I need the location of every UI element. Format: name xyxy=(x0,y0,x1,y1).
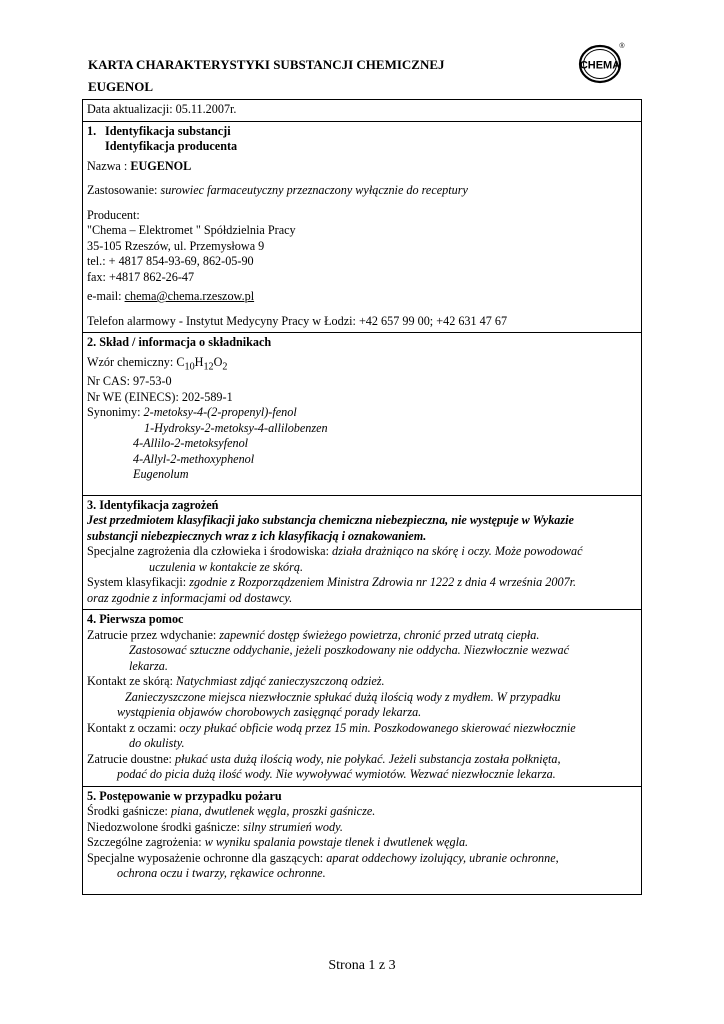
synonym-line-1: Synonimy: 2-metoksy-4-(2-propenyl)-fenol xyxy=(87,405,297,420)
section-1-title: 1. Identyfikacja substancji xyxy=(87,123,231,138)
email-line: e-mail: chema@chema.rzeszow.pl xyxy=(87,289,255,303)
protective-equipment-cont: ochrona oczu i twarzy, rękawice ochronne. xyxy=(117,866,326,881)
section-4-title: 4. Pierwsza pomoc xyxy=(87,612,184,627)
special-fire-hazards-line: Szczególne zagrożenia: w wyniku spalania powstaje tlenek i dwutlenek węgla. xyxy=(87,835,469,850)
section-1-subtitle: Identyfikacja producenta xyxy=(105,139,238,153)
forbidden-agents-line: Niedozwolone środki gaśnicze: silny strumień wody. xyxy=(87,819,343,834)
name-line: Nazwa : EUGENOL xyxy=(87,158,192,173)
inhalation-line: Zatrucie przez wdychanie: zapewnić dostęp świeżego powietrza, chronić przed utratą ciepła. xyxy=(87,627,540,642)
protective-equipment-line: Specjalne wyposażenie ochronne dla gaszących: aparat oddechowy izolujący, ubranie ochronne, xyxy=(87,850,559,865)
producer-name: "Chema – Elektromet " Spółdzielnia Pracy xyxy=(87,223,296,237)
skin-contact-cont-1: Zanieczyszczone miejsca niezwłocznie spłukać dużą ilością wody z mydłem. W przypadku xyxy=(125,689,561,704)
logo-text: CHEMA xyxy=(579,59,621,72)
classification-line-1: Jest przedmiotem klasyfikacji jako substancja chemiczna niebezpieczna, nie występuje w Wykazie xyxy=(87,513,574,528)
special-hazards-cont: uczulenia w kontakcie ze skórą. xyxy=(149,559,303,574)
extinguishing-agents-line: Środki gaśnicze: piana, dwutlenek węgla, proszki gaśnicze. xyxy=(87,804,376,819)
we-number: Nr WE (EINECS): 202-589-1 xyxy=(87,389,233,404)
safety-data-table xyxy=(82,99,642,895)
classification-system-line: System klasyfikacji: zgodnie z Rozporządzeniem Ministra Zdrowia nr 1222 z dnia 4 września 2007r. xyxy=(87,575,577,590)
inhalation-cont-2: lekarza. xyxy=(129,658,168,673)
section-4 xyxy=(83,610,642,787)
section-2 xyxy=(83,333,642,496)
producer-address: 35-105 Rzeszów, ul. Przemysłowa 9 xyxy=(87,238,265,253)
ingestion-line: Zatrucie doustne: płukać usta dużą ilością wody, nie połykać. Jeżeli substancja została połknięta, xyxy=(87,751,561,766)
document-title: KARTA CHARAKTERYSTYKI SUBSTANCJI CHEMICZNEJ xyxy=(88,57,445,72)
producer-fax: fax: +4817 862-26-47 xyxy=(87,269,195,284)
eye-contact-cont: do okulisty. xyxy=(129,736,185,751)
skin-contact-cont-2: wystąpienia objawów chorobowych zasięgnąć porady lekarza. xyxy=(117,705,422,720)
email-link[interactable]: chema@chema.rzeszow.pl xyxy=(124,289,255,303)
ingestion-cont: podać do picia dużą ilość wody. Nie wywoływać wymiotów. Wezwać niezwłocznie lekarza. xyxy=(117,767,556,782)
producer-phone: tel.: + 4817 854-93-69, 862-05-90 xyxy=(87,254,254,268)
section-3 xyxy=(83,495,642,610)
synonym-line-3: 4-Allilo-2-metoksyfenol xyxy=(133,436,249,451)
producer-label: Producent: xyxy=(87,207,140,222)
alarm-phone: Telefon alarmowy - Instytut Medycyny Pracy w Łodzi: +42 657 99 00; +42 631 47 67 xyxy=(87,313,508,328)
section-5 xyxy=(83,786,642,894)
page-number: Strona 1 z 3 xyxy=(328,958,396,973)
special-hazards-line: Specjalne zagrożenia dla człowieka i środowiska: działa drażniąco na skórę i oczy. Może powodować xyxy=(87,544,583,559)
section-5-title: 5. Postępowanie w przypadku pożaru xyxy=(87,788,282,803)
formula-line: Wzór chemiczny: $C_{10}H_{12}O_2$ xyxy=(87,354,228,372)
inhalation-cont-1: Zastosować sztuczne oddychanie, jeżeli poszkodowany nie oddycha. Niezwłocznie wezwać xyxy=(129,643,570,658)
update-row xyxy=(83,100,642,122)
cas-number: Nr CAS: 97-53-0 xyxy=(87,374,172,389)
update-date: Data aktualizacji: 05.11.2007r. xyxy=(87,102,237,116)
synonym-line-2: 1-Hydroksy-2-metoksy-4-allilobenzen xyxy=(144,420,328,435)
section-2-title: 2. Skład / informacja o składnikach xyxy=(87,335,272,349)
section-3-title: 3. Identyfikacja zagrożeń xyxy=(87,497,219,512)
skin-contact-line: Kontakt ze skórą: Natychmiast zdjąć zanieczyszczoną odzież. xyxy=(87,674,385,689)
synonym-line-5: Eugenolum xyxy=(133,467,189,482)
classification-system-cont: oraz zgodnie z informacjami od dostawcy. xyxy=(87,590,293,605)
chema-logo xyxy=(578,40,626,84)
substance-name-header: EUGENOL xyxy=(88,79,154,94)
update-date-cell xyxy=(83,100,642,122)
eye-contact-line: Kontakt z oczami: oczy płukać obficie wodą przez 15 min. Poszkodowanego skierować niezwłocznie xyxy=(87,720,576,735)
registered-mark: ® xyxy=(619,43,625,50)
section-1 xyxy=(83,121,642,333)
use-line: Zastosowanie: surowiec farmaceutyczny przeznaczony wyłącznie do receptury xyxy=(87,183,468,197)
synonym-line-4: 4-Allyl-2-methoxyphenol xyxy=(133,451,255,466)
classification-line-2: substancji niebezpiecznych wraz z ich klasyfikacją i oznakowaniem. xyxy=(87,528,427,543)
